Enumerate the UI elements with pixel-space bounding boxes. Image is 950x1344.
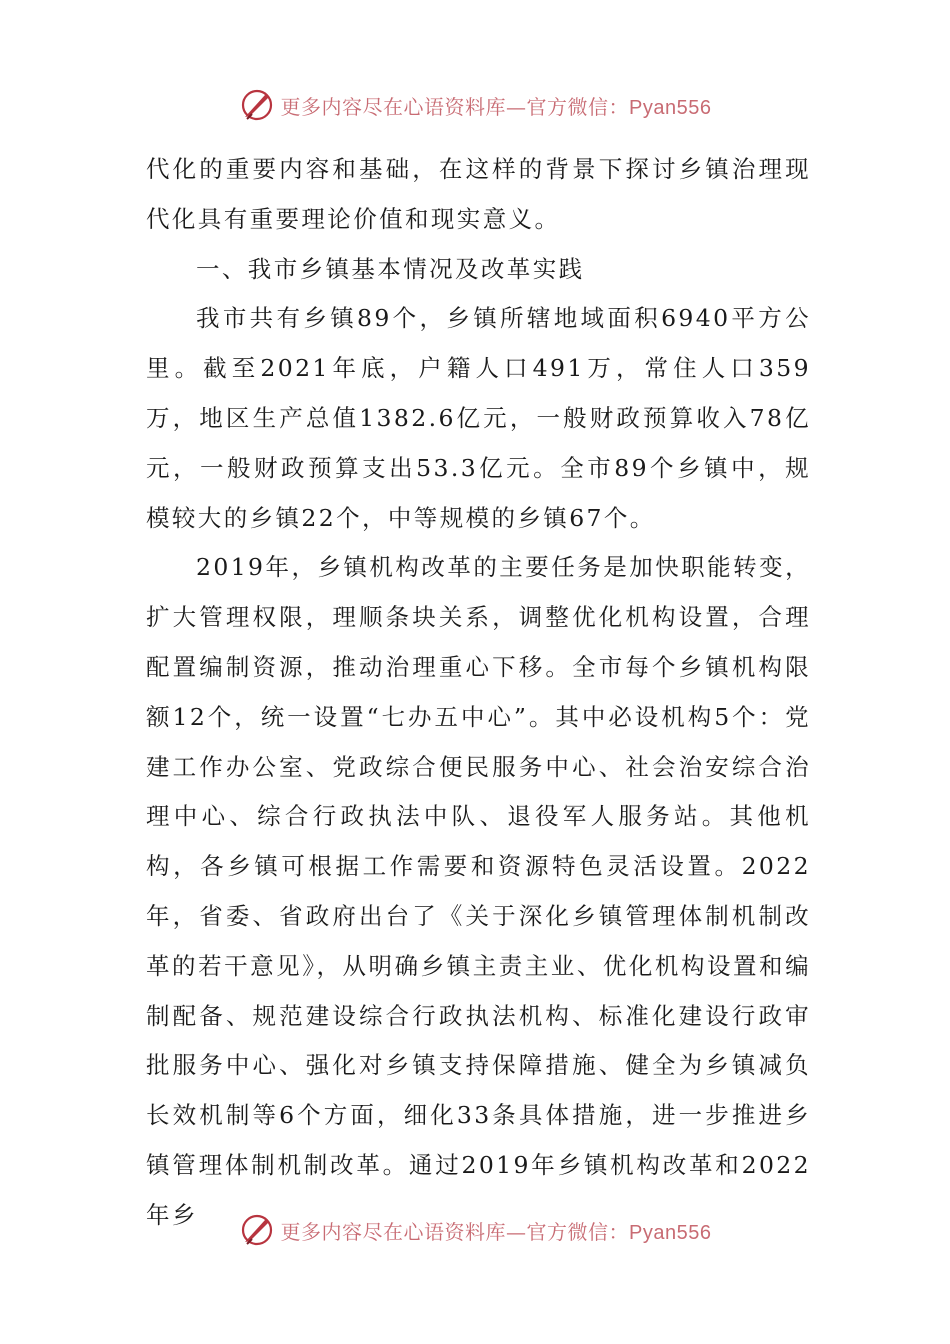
banner-wechat-id: Pyan556 bbox=[629, 1221, 712, 1244]
banner-site-text: 更多内容尽在心语资料库—官方微信： bbox=[280, 1219, 630, 1244]
document-body bbox=[146, 145, 811, 1241]
paragraph-1: 代化的重要内容和基础，在这样的背景下探讨乡镇治理现代化具有重要理论价值和现实意义。 bbox=[146, 155, 811, 233]
quill-logo-icon bbox=[239, 1212, 275, 1248]
header-banner bbox=[0, 85, 950, 125]
banner-site-text: 更多内容尽在心语资料库—官方微信： bbox=[280, 94, 630, 119]
quill-logo-icon bbox=[239, 87, 275, 123]
banner-text bbox=[281, 1216, 712, 1245]
footer-banner bbox=[0, 1210, 950, 1250]
banner-text bbox=[281, 91, 712, 120]
paragraph-2: 我市共有乡镇89个，乡镇所辖地域面积6940平方公里。截至2021年底，户籍人口491万，常住人口359万，地区生产总值1382.6亿元，一般财政预算收入78亿元，一般财政预算支出53.3亿元。全市89个乡镇中，规模较大的乡镇22个，中等规模的乡镇67个。 bbox=[146, 304, 811, 532]
section-heading: 一、我市乡镇基本情况及改革实践 bbox=[196, 254, 585, 283]
paragraph-3: 2019年，乡镇机构改革的主要任务是加快职能转变，扩大管理权限，理顺条块关系，调整优化机构设置，合理配置编制资源，推动治理重心下移。全市每个乡镇机构限额12个，统一设置“七办五中心”。其中必设机构5个：党建工作办公室、党政综合便民服务中心、社会治安综合治理中心、综合行政执法中队、退役军人服务站。其他机构，各乡镇可根据工作需要和资源特色灵活设置。2022年，省委、省政府出台了《关于深化乡镇管理体制机制改革的若干意见》，从明确乡镇主责主业、优化机构设置和编制配备、规范建设综合行政执法机构、标准化建设行政审批服务中心、强化对乡镇支持保障措施、健全为乡镇减负长效机制等6个方面，细化33条具体措施，进一步推进乡镇管理体制机制改革。通过2019年乡镇机构改革和2022年乡 bbox=[146, 553, 811, 1229]
banner-wechat-id: Pyan556 bbox=[629, 96, 712, 119]
